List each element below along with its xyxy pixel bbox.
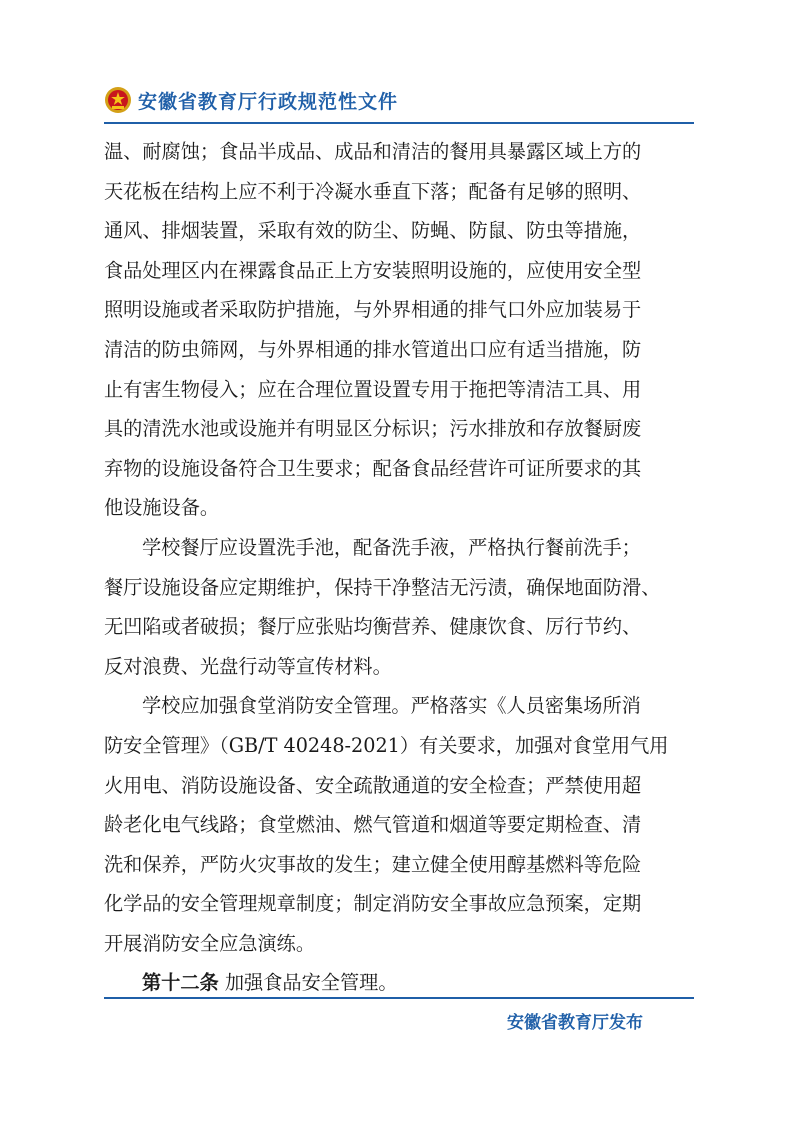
text-line: 洗和保养，严防火灾事故的发生；建立健全使用醇基燃料等危险 bbox=[104, 852, 642, 876]
text-line: 学校应加强食堂消防安全管理。严格落实《人员密集场所消 bbox=[142, 694, 641, 718]
footer-divider bbox=[104, 997, 694, 999]
header-divider bbox=[104, 122, 694, 124]
paragraph-facilities bbox=[104, 132, 694, 528]
text-line: 天花板在结构上应不利于冷凝水垂直下落；配备有足够的照明、 bbox=[104, 179, 642, 203]
header-title: 安徽省教育厅行政规范性文件 bbox=[138, 91, 399, 113]
text-line: 食品处理区内在裸露食品正上方安装照明设施的，应使用安全型 bbox=[104, 258, 642, 282]
text-line: 反对浪费、光盘行动等宣传材料。 bbox=[104, 654, 392, 678]
text-line: 餐厅设施设备应定期维护，保持干净整洁无污渍，确保地面防滑、 bbox=[104, 575, 661, 599]
paragraph-fire-safety bbox=[104, 686, 694, 963]
text-line: 防安全管理》（GB/T 40248-2021）有关要求，加强对食堂用气用 bbox=[104, 733, 669, 757]
text-line: 清洁的防虫筛网，与外界相通的排水管道出口应有适当措施，防 bbox=[104, 337, 642, 361]
text-line: 他设施设备。 bbox=[104, 496, 220, 520]
text-line: 化学品的安全管理规章制度；制定消防安全事故应急预案，定期 bbox=[104, 892, 642, 916]
text-line: 具的清洗水池或设施并有明显区分标识；污水排放和存放餐厨废 bbox=[104, 417, 642, 441]
article-number: 第十二条 bbox=[142, 971, 219, 995]
text-line: 温、耐腐蚀；食品半成品、成品和清洁的餐用具暴露区域上方的 bbox=[104, 140, 642, 163]
text-line: 开展消防安全应急演练。 bbox=[104, 931, 316, 955]
text-line: 火用电、消防设施设备、安全疏散通道的安全检查；严禁使用超 bbox=[104, 773, 642, 797]
text-line: 弃物的设施设备符合卫生要求；配备食品经营许可证所要求的其 bbox=[104, 456, 642, 480]
paragraph-dining-hall bbox=[104, 528, 694, 686]
text-line: 照明设施或者采取防护措施，与外界相通的排气口外应加装易于 bbox=[104, 298, 642, 322]
footer-publisher: 安徽省教育厅发布 bbox=[507, 1013, 643, 1033]
document-header bbox=[104, 82, 694, 122]
national-emblem-icon bbox=[104, 86, 132, 114]
document-body bbox=[104, 132, 694, 995]
text-line: 止有害生物侵入；应在合理位置设置专用于拖把等清洁工具、用 bbox=[104, 377, 642, 401]
article-title: 加强食品安全管理。 bbox=[224, 971, 398, 995]
text-line: 通风、排烟装置，采取有效的防尘、防蝇、防鼠、防虫等措施， bbox=[104, 219, 642, 243]
text-line: 学校餐厅应设置洗手池，配备洗手液，严格执行餐前洗手； bbox=[142, 535, 641, 559]
text-line: 龄老化电气线路；食堂燃油、燃气管道和烟道等要定期检查、清 bbox=[104, 813, 642, 837]
text-line: 无凹陷或者破损；餐厅应张贴均衡营养、健康饮食、厉行节约、 bbox=[104, 615, 642, 639]
